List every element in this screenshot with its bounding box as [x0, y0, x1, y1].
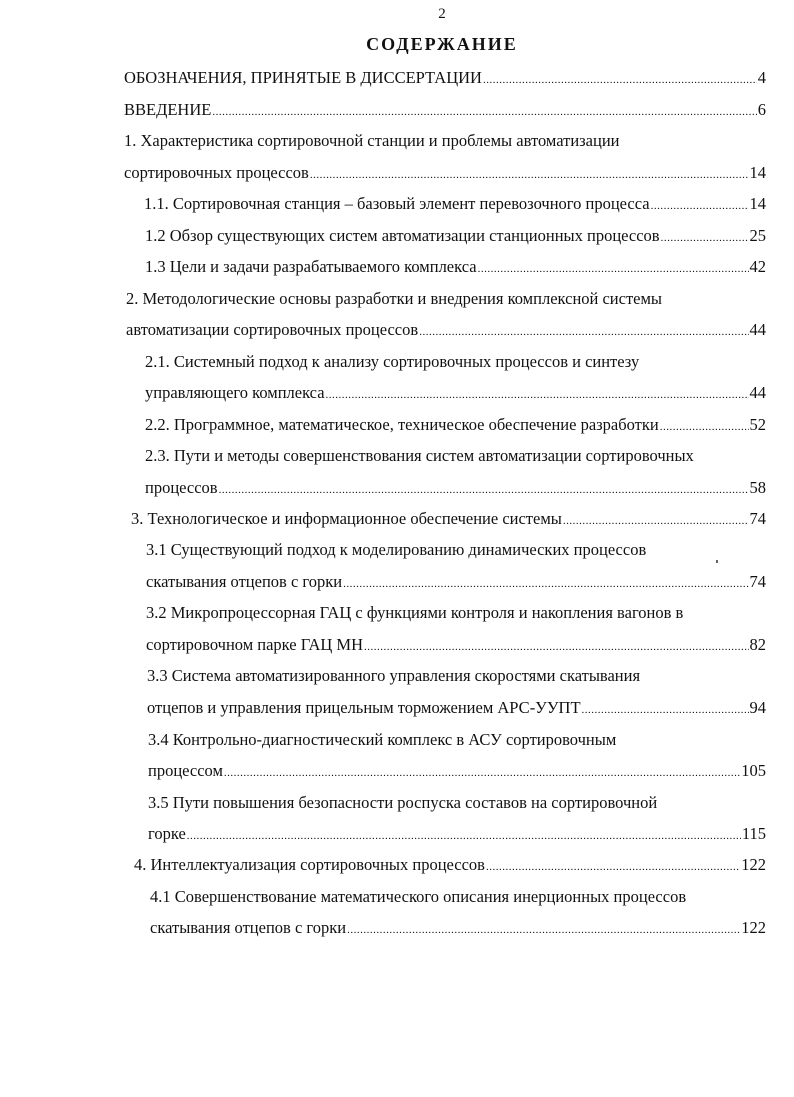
- toc-entry-title: скатывания отцепов с горки: [146, 572, 343, 591]
- toc-section-2-3: [145, 478, 766, 500]
- toc-entry-page: 25: [749, 226, 766, 245]
- dot-leader: [483, 68, 757, 90]
- toc-entry-page: 14: [749, 163, 766, 182]
- toc-section-3-2: [146, 635, 766, 657]
- dot-leader: [563, 509, 749, 531]
- page-number: 2: [438, 6, 446, 22]
- dot-leader: [486, 855, 740, 877]
- toc-section-2-1: [145, 383, 766, 405]
- dot-leader: [347, 918, 740, 940]
- dot-leader: [478, 257, 749, 279]
- toc-chapter-2-line1: 2. Методологические основы разработки и внедрения комплексной системы: [126, 289, 663, 308]
- toc-chapter-2: [126, 320, 766, 342]
- toc-chapter-3: [131, 509, 766, 531]
- dot-leader: [219, 478, 749, 500]
- toc-entry-title: ОБОЗНАЧЕНИЯ, ПРИНЯТЫЕ В ДИССЕРТАЦИИ: [124, 68, 482, 87]
- toc-section-3-5-line1: 3.5 Пути повышения безопасности роспуска составов на сортировочной: [148, 793, 658, 812]
- dot-leader: [343, 572, 748, 594]
- dot-leader: [326, 383, 749, 405]
- toc-section-3-4-line1: 3.4 Контрольно-диагностический комплекс в АСУ сортировочным: [148, 730, 617, 749]
- toc-entry-title: 1.1. Сортировочная станция – базовый элемент перевозочного процесса: [144, 194, 650, 213]
- toc-chapter-4: [134, 855, 766, 877]
- toc-entry-page: 6: [757, 100, 766, 119]
- toc-entry-title: сортировочных процессов: [124, 163, 309, 182]
- toc-entry-notation: [124, 68, 766, 90]
- dot-leader: [310, 163, 749, 185]
- dot-leader: [364, 635, 748, 657]
- toc-entry-page: 122: [741, 855, 766, 874]
- dot-leader: [660, 415, 749, 437]
- toc-entry-title: 1.2 Обзор существующих систем автоматизации станционных процессов: [145, 226, 660, 245]
- toc-section-3-1-line1: 3.1 Существующий подход к моделированию динамических процессов: [146, 540, 647, 559]
- page-title: СОДЕРЖАНИЕ: [366, 34, 518, 54]
- toc-section-3-3: [147, 698, 766, 720]
- toc-section-3-3-line1: 3.3 Система автоматизированного управления скоростями скатывания: [147, 666, 641, 685]
- toc-entry-page: 44: [749, 383, 766, 402]
- toc-entry-title: сортировочном парке ГАЦ МН: [146, 635, 364, 654]
- toc-section-4-1-line1: 4.1 Совершенствование математического описания инерционных процессов: [150, 887, 687, 906]
- toc-entry-title: процессов: [145, 478, 218, 497]
- toc-entry-page: 4: [757, 68, 766, 87]
- scan-mark: [716, 560, 718, 563]
- toc-entry-page: 105: [741, 761, 766, 780]
- toc-section-1-3: [145, 257, 766, 279]
- toc-section-3-5: [148, 824, 766, 846]
- toc-entry-title: 3. Технологическое и информационное обеспечение системы: [131, 509, 562, 528]
- toc-entry-page: 42: [749, 257, 766, 276]
- dot-leader: [419, 320, 748, 342]
- toc-entry-title: горке: [148, 824, 186, 843]
- toc-section-3-4: [148, 761, 766, 783]
- toc-chapter-1-line1: 1. Характеристика сортировочной станции и проблемы автоматизации: [124, 131, 620, 150]
- toc-entry-title: процессом: [148, 761, 223, 780]
- dot-leader: [661, 226, 749, 248]
- toc-entry-page: 58: [749, 478, 766, 497]
- dot-leader: [212, 100, 756, 122]
- toc-entry-title: управляющего комплекса: [145, 383, 325, 402]
- toc-entry-page: 44: [749, 320, 766, 339]
- toc-entry-page: 74: [749, 509, 766, 528]
- toc-section-2-2: [145, 415, 766, 437]
- toc-entry-title: 1.3 Цели и задачи разрабатываемого комплекса: [145, 257, 477, 276]
- toc-section-2-3-line1: 2.3. Пути и методы совершенствования систем автоматизации сортировочных: [145, 446, 694, 465]
- toc-entry-title: автоматизации сортировочных процессов: [126, 320, 419, 339]
- toc-entry-page: 14: [749, 194, 766, 213]
- dot-leader: [187, 824, 741, 846]
- toc-section-1-2: [145, 226, 766, 248]
- toc-entry-page: 115: [741, 824, 766, 843]
- toc-entry-title: 4. Интеллектуализация сортировочных процессов: [134, 855, 485, 874]
- toc-section-4-1: [150, 918, 766, 940]
- toc-entry-page: 82: [749, 635, 766, 654]
- toc-section-1-1: [144, 194, 766, 216]
- dot-leader: [224, 761, 740, 783]
- toc-entry-intro: [124, 100, 766, 122]
- toc-entry-title: ВВЕДЕНИЕ: [124, 100, 212, 119]
- dot-leader: [582, 698, 749, 720]
- toc-entry-page: 52: [749, 415, 766, 434]
- toc-entry-title: 2.2. Программное, математическое, техническое обеспечение разработки: [145, 415, 659, 434]
- toc-chapter-1: [124, 163, 766, 185]
- dot-leader: [651, 194, 749, 216]
- toc-section-2-1-line1: 2.1. Системный подход к анализу сортировочных процессов и синтезу: [145, 352, 640, 371]
- toc-section-3-2-line1: 3.2 Микропроцессорная ГАЦ с функциями контроля и накопления вагонов в: [146, 603, 684, 622]
- toc-entry-page: 122: [741, 918, 766, 937]
- toc-entry-title: скатывания отцепов с горки: [150, 918, 347, 937]
- toc-section-3-1: [146, 572, 766, 594]
- toc-entry-title: отцепов и управления прицельным торможением АРС-УУПТ: [147, 698, 581, 717]
- toc-entry-page: 74: [749, 572, 766, 591]
- toc-entry-page: 94: [749, 698, 766, 717]
